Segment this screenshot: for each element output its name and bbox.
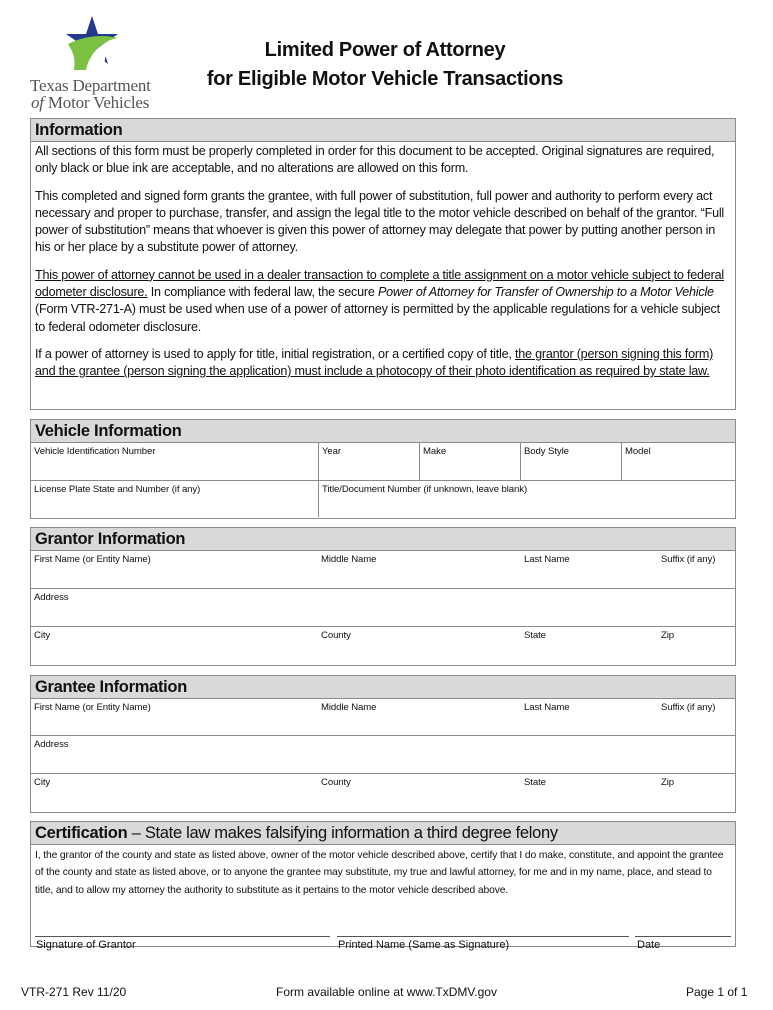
date-label: Date — [637, 938, 661, 951]
grantee-middle-name-label: Middle Name — [321, 702, 377, 713]
grantee-county-field[interactable] — [318, 774, 521, 811]
grantee-address-row — [31, 736, 735, 774]
grantor-address-label: Address — [34, 592, 69, 603]
grantor-suffix-field[interactable] — [658, 551, 734, 588]
compliance-text-end: (Form VTR-271-A) must be used when use of a power of attorney is permitted by the applicable regulations for a vehicle subject to federal odometer disclosure. — [35, 302, 720, 334]
logo-text-motor-vehicles: Motor Vehicles — [43, 93, 150, 112]
grantee-last-name-field[interactable] — [521, 699, 658, 735]
information-paragraph-3 — [35, 267, 732, 336]
grantee-last-name-label: Last Name — [524, 702, 570, 713]
date-line[interactable] — [635, 936, 731, 937]
make-label: Make — [423, 446, 447, 457]
logo-text-line2 — [31, 93, 149, 113]
grantor-information-section — [30, 527, 736, 666]
form-title-line2: for Eligible Motor Vehicle Transactions — [206, 68, 564, 90]
grantor-middle-name-field[interactable] — [318, 551, 521, 588]
printed-name-line[interactable] — [337, 936, 629, 937]
txdmv-logo — [28, 12, 168, 112]
certification-heading-warning: – State law makes falsifying information a third degree felony — [127, 824, 558, 842]
txdmv-star-icon — [62, 14, 128, 72]
grantee-name-row — [31, 699, 735, 736]
grantee-first-name-label: First Name (or Entity Name) — [34, 702, 151, 713]
logo-text-line1: Texas Department — [30, 76, 151, 95]
signature-of-grantor-line[interactable] — [35, 936, 330, 937]
compliance-text: In compliance with federal law, the secure — [147, 285, 378, 300]
grantee-suffix-field[interactable] — [658, 699, 734, 735]
grantee-city-field[interactable] — [31, 774, 318, 811]
year-label: Year — [322, 446, 341, 457]
grantee-state-label: State — [524, 777, 546, 788]
grantor-information-heading: Grantor Information — [31, 528, 735, 551]
photo-id-intro: If a power of attorney is used to apply for title, initial registration, or a certified copy of title, — [35, 346, 515, 361]
information-section — [30, 118, 736, 410]
form-title — [180, 36, 590, 94]
information-paragraph-1: All sections of this form must be properly completed in order for this document to be accepted. Original signatures are required, only black or blue ink are acceptable, and no alterations are allowed on this form. — [35, 144, 715, 176]
grantee-address-field[interactable] — [31, 736, 734, 773]
grantor-suffix-label: Suffix (if any) — [661, 554, 716, 565]
vehicle-information-section — [30, 419, 736, 519]
make-field[interactable] — [419, 443, 520, 480]
grantee-address-label: Address — [34, 739, 69, 750]
grantor-city-field[interactable] — [31, 627, 318, 664]
title-number-field[interactable] — [318, 481, 734, 517]
certification-heading — [31, 822, 735, 845]
grantor-address-field[interactable] — [31, 589, 734, 626]
footer-form-id: VTR-271 Rev 11/20 — [21, 985, 127, 999]
information-body — [31, 142, 735, 385]
license-plate-label: License Plate State and Number (if any) — [34, 484, 201, 495]
body-style-field[interactable] — [520, 443, 621, 480]
grantor-address-row — [31, 589, 735, 627]
form-reference-title: Power of Attorney for Transfer of Ownership to a Motor Vehicle — [377, 285, 714, 300]
footer-page-number: Page 1 of 1 — [686, 985, 748, 999]
grantor-city-label: City — [34, 630, 51, 641]
grantee-zip-field[interactable] — [658, 774, 734, 811]
logo-text-of: of — [31, 93, 44, 112]
grantee-middle-name-field[interactable] — [318, 699, 521, 735]
signature-of-grantor-label: Signature of Grantor — [36, 938, 136, 951]
grantor-name-row — [31, 551, 735, 589]
grantor-location-row — [31, 627, 735, 664]
grantor-zip-field[interactable] — [658, 627, 734, 664]
grantor-zip-label: Zip — [661, 630, 675, 641]
grantor-state-field[interactable] — [521, 627, 658, 664]
grantee-suffix-label: Suffix (if any) — [661, 702, 716, 713]
vin-field[interactable] — [31, 443, 319, 480]
grantor-state-label: State — [524, 630, 546, 641]
information-heading: Information — [31, 119, 735, 142]
grantee-location-row — [31, 774, 735, 811]
model-label: Model — [625, 446, 651, 457]
grantee-county-label: County — [321, 777, 351, 788]
body-style-label: Body Style — [524, 446, 569, 457]
vehicle-row-1 — [31, 443, 735, 481]
grantee-zip-label: Zip — [661, 777, 675, 788]
signature-area — [31, 899, 735, 956]
vehicle-information-heading: Vehicle Information — [31, 420, 735, 443]
grantor-county-field[interactable] — [318, 627, 521, 664]
grantee-information-heading: Grantee Information — [31, 676, 735, 699]
certification-statement: I, the grantor of the county and state as listed above, owner of the motor vehicle described above, certify that I do make, constitute, and appoint the grantee of the county and state as listed above, or to anyone the grantee may substitute, my true and lawful attorney, for me and in my name, place, and stead to title, and to allow my attorney the authority to substitute as it pertains to the motor vehicle described above. — [35, 850, 724, 896]
vehicle-row-2 — [31, 481, 735, 517]
certification-section — [30, 821, 736, 951]
grantor-county-label: County — [321, 630, 351, 641]
license-plate-field[interactable] — [31, 481, 319, 517]
information-paragraph-4 — [35, 346, 732, 381]
photo-id-requirement: the grantor (person signing this form) and the grantee (person signing the application) must include a photocopy of their photo identification as required by state law. — [35, 346, 714, 379]
dealer-restriction-text: This power of attorney cannot be used in a dealer transaction to complete a title assignment on a motor vehicle subject to federal odometer disclosure. — [35, 267, 724, 300]
grantee-information-section — [30, 675, 736, 813]
grantor-last-name-label: Last Name — [524, 554, 570, 565]
form-title-line1: Limited Power of Attorney — [264, 39, 506, 61]
grantee-city-label: City — [34, 777, 51, 788]
footer-availability: Form available online at www.TxDMV.gov — [276, 985, 497, 999]
title-number-label: Title/Document Number (if unknown, leave blank) — [322, 484, 528, 495]
grantor-first-name-field[interactable] — [31, 551, 318, 588]
grantor-last-name-field[interactable] — [521, 551, 658, 588]
grantor-first-name-label: First Name (or Entity Name) — [34, 554, 151, 565]
printed-name-label: Printed Name (Same as Signature) — [338, 938, 510, 951]
information-paragraph-2: This completed and signed form grants the grantee, with full power of substitution, full power and authority to perform every act necessary and proper to purchase, transfer, and assign the legal title to the motor vehicle described on behalf of the grantor. “Full power of substitution” means that whoever is given this power of attorney may delegate that power by putting another person in his or her place by a substitute power of attorney. — [35, 188, 725, 255]
grantee-first-name-field[interactable] — [31, 699, 318, 735]
grantee-state-field[interactable] — [521, 774, 658, 811]
model-field[interactable] — [621, 443, 734, 480]
certification-heading-bold: Certification — [35, 824, 128, 842]
vin-label: Vehicle Identification Number — [34, 446, 156, 457]
year-field[interactable] — [318, 443, 419, 480]
grantor-middle-name-label: Middle Name — [321, 554, 377, 565]
